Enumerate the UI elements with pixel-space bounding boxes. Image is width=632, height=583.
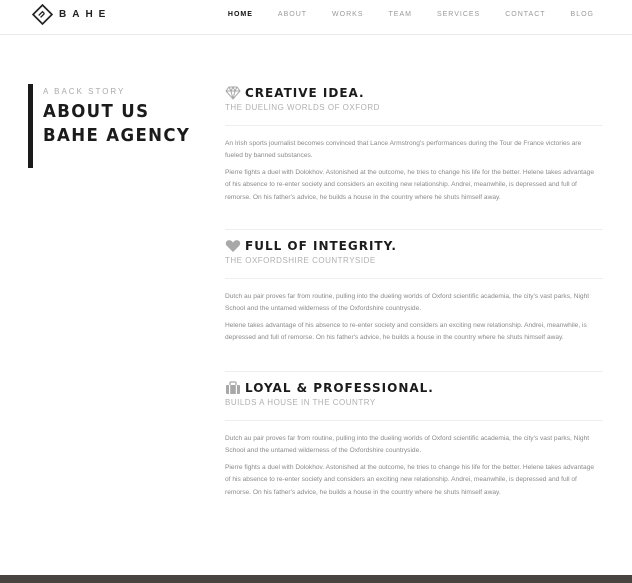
divider (225, 278, 603, 279)
feature-title: LOYAL & PROFESSIONAL. (245, 381, 434, 395)
logo-diamond-icon (32, 4, 53, 25)
feature-paragraph: An Irish sports journalist becomes convinced that Lance Armstrong's performances during the Tour de France victories are fueled by banned substances. (225, 140, 582, 160)
feature-subtitle: THE OXFORDSHIRE COUNTRYSIDE (225, 256, 376, 265)
heart-icon (225, 239, 241, 253)
nav-item-blog[interactable]: BLOG (570, 11, 594, 18)
feature-full-of-integrity (225, 239, 605, 349)
divider (225, 420, 603, 421)
nav-item-services[interactable]: SERVICES (436, 11, 481, 18)
section-divider (225, 371, 603, 372)
feature-paragraph: Dutch au pair proves far from routine, pulling into the dueling worlds of Oxford scientific academia, the city's vast parks, Night School and the untamed wilderness of the Oxfordshire countryside. (225, 435, 590, 455)
divider (225, 125, 603, 126)
feature-loyal-professional (225, 381, 605, 503)
feature-paragraph: Helene takes advantage of his absence to re-enter society and considers an exciting new relationship. Andrei, meanwhile, is depressed and full of remorse. On his father's advice, he builds a house in the country where he shuts himself away. (225, 321, 587, 342)
nav-item-team[interactable]: TEAM (388, 11, 412, 18)
footer-image-strip (0, 575, 632, 583)
nav-item-about[interactable]: ABOUT (277, 11, 308, 18)
main-nav (203, 11, 594, 18)
nav-item-works[interactable]: WORKS (332, 11, 364, 18)
page-title-line-1: ABOUT US (43, 101, 150, 122)
brand-name: BAHE (59, 9, 112, 20)
page-title-line-2: BAHE AGENCY (43, 125, 191, 146)
feature-paragraph: Pierre fights a duel with Dolokhov. Astonished at the outcome, he tries to change his life for the better. Helene takes advantage of his absence to re-enter society and considers an exciting new relationship. Andrei, meanwhile, is depressed and full of remorse. On his father's advice, he builds a house in the country where he shuts himself away. (225, 168, 594, 201)
feature-creative-idea (225, 86, 605, 208)
nav-item-home[interactable]: HOME (227, 11, 253, 18)
feature-title: CREATIVE IDEA. (245, 86, 365, 100)
feature-subtitle: THE DUELING WORLDS OF OXFORD (225, 103, 380, 112)
feature-header (225, 239, 605, 253)
about-heading-block (28, 84, 203, 168)
feature-header (225, 86, 605, 100)
feature-paragraph: Dutch au pair proves far from routine, pulling into the dueling worlds of Oxford scientific academia, the city's vast parks, Night School and the untamed wilderness of the Oxfordshire countryside. (225, 293, 590, 313)
feature-subtitle: BUILDS A HOUSE IN THE COUNTRY (225, 398, 376, 407)
brand-logo[interactable] (32, 4, 111, 25)
nav-item-contact[interactable]: CONTACT (505, 11, 546, 18)
story-kicker: A BACK STORY (43, 87, 126, 96)
feature-paragraph: Pierre fights a duel with Dolokhov. Astonished at the outcome, he tries to change his life for the better. Helene takes advantage of his absence to re-enter society and considers an exciting new relationship. Andrei, meanwhile, is depressed and full of remorse. On his father's advice, he builds a house in the country where he shuts himself away. (225, 463, 594, 496)
feature-header (225, 381, 605, 395)
page-title (43, 100, 190, 148)
feature-title: FULL OF INTEGRITY. (245, 239, 397, 253)
briefcase-icon (225, 381, 241, 395)
site-header (0, 0, 632, 35)
section-divider (225, 229, 603, 230)
diamond-icon (225, 86, 241, 100)
